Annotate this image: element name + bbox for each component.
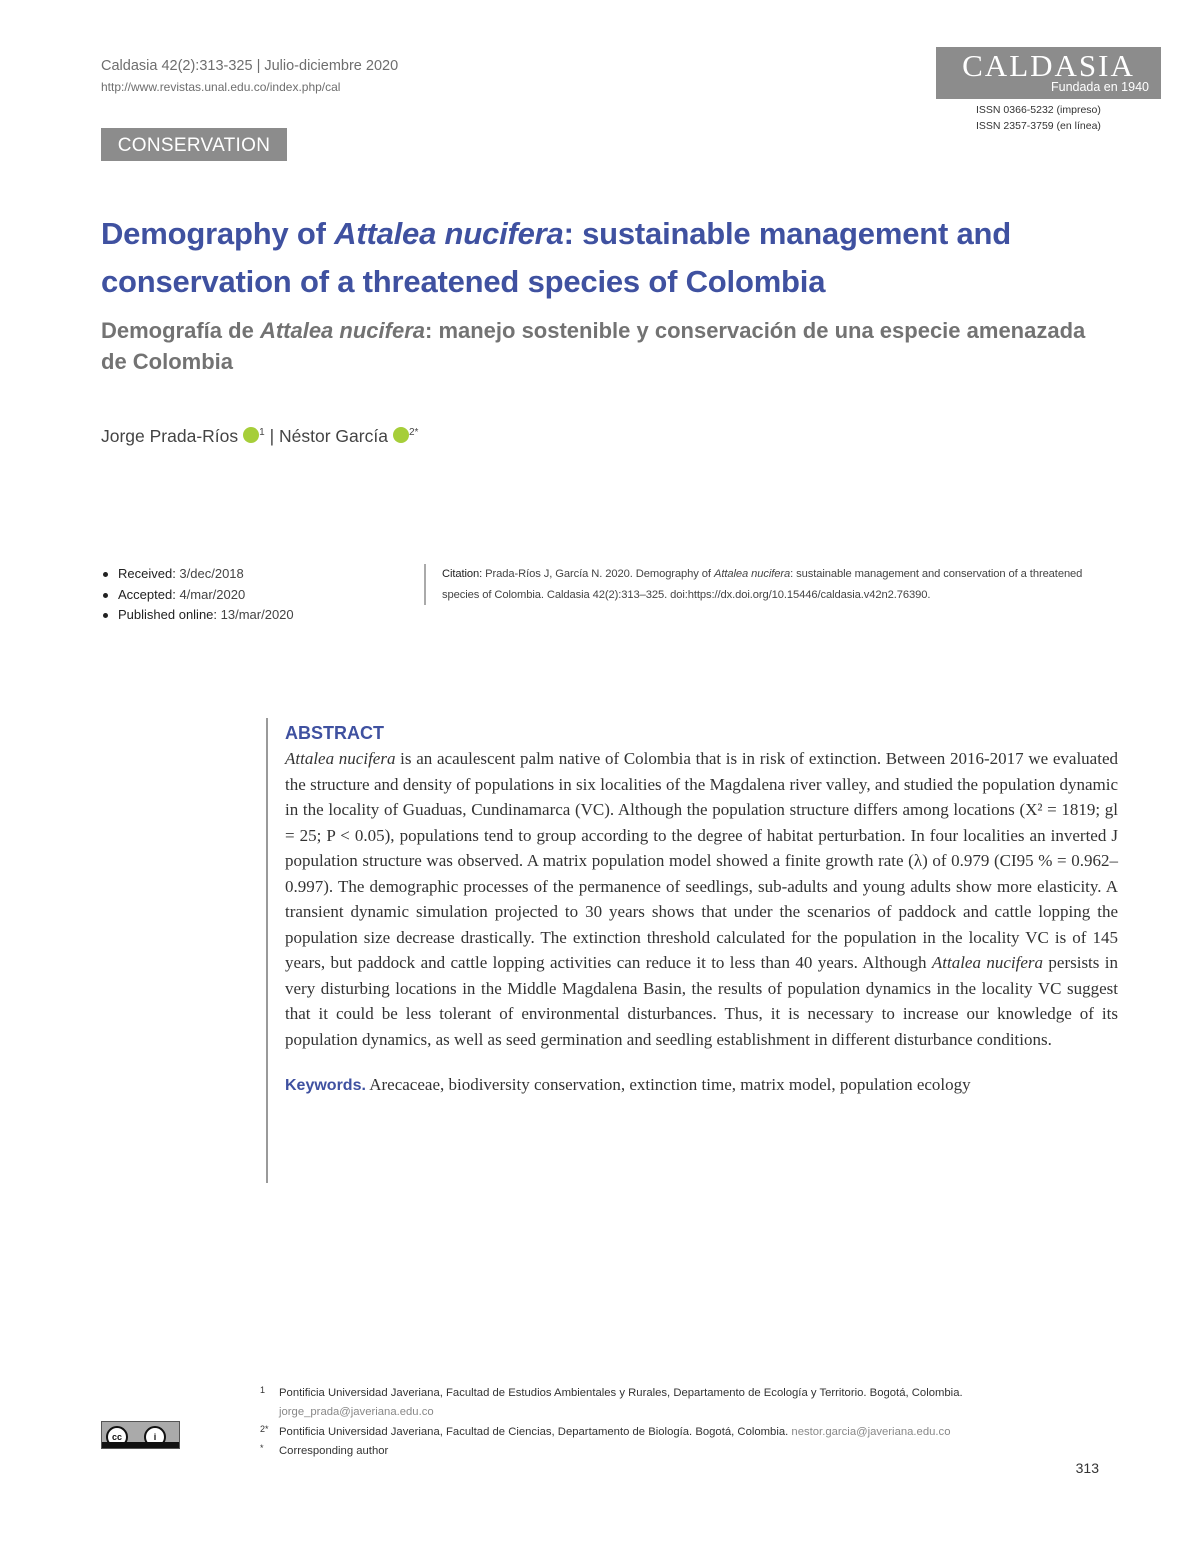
footnotes: [260, 1384, 1100, 1460]
abstract-text-part: is an acaulescent palm native of Colombia that is in risk of extinction. Between 2016-2017 we evaluated the structure and density of populations in six localities of the Magdalena river valley, and studied the population dynamic in the locality of Guaduas, Cundinamarca (VC). Although the population structure differs among locations (X² = 1819; gl = 25; P < 0.05), populations tend to group according to the degree of habitat perturbation. In four localities an inverted J population structure was observed. A matrix population model showed a finite growth rate (λ) of 0.979 (CI95 % = 0.962–0.997). The demographic processes of the permanence of seedlings, sub-adults and young adults show more elasticity. A transient dynamic simulation projected to 30 years shows that under the scenarios of paddock and cattle lopping the population size decrease drastically. The extinction threshold calculated for the population in the locality VC is of 145 years, but paddock and cattle lopping activities can reduce it to less than 40 years. Although: [285, 749, 1118, 972]
date-value: 13/mar/2020: [217, 607, 294, 622]
footnote-text: Pontificia Universidad Javeriana, Facultad de Ciencias, Departamento de Biología. Bogotá, Colombia.: [279, 1426, 792, 1438]
section-tag: CONSERVATION: [101, 128, 287, 161]
issn-print: ISSN 0366-5232 (impreso): [976, 104, 1101, 116]
title-es-prefix: Demografía de: [101, 318, 260, 343]
abstract-text: [285, 746, 1118, 1052]
date-received: [101, 564, 294, 585]
citation-species: Attalea nucifera: [713, 568, 791, 580]
footnote-email[interactable]: jorge_prada@javeriana.edu.co: [279, 1405, 434, 1418]
citation-text-rest: : sustainable management and conservation of a threatened species of Colombia. Caldasia 42(2):313–325. doi:https://dx.doi.org/10.15446/caldasia.v42n2.76390.: [442, 568, 1083, 601]
date-value: 4/mar/2020: [175, 586, 246, 602]
orcid-icon[interactable]: [393, 427, 409, 443]
date-published: [101, 605, 294, 626]
author-list: [101, 426, 418, 447]
footnote-text: Corresponding author: [279, 1444, 389, 1457]
article-title: [101, 210, 1101, 306]
publication-dates: [101, 564, 294, 626]
citation-text: Prada-Ríos J, García N. 2020. Demography of: [482, 568, 714, 580]
keywords-list: Arecaceae, biodiversity conservation, extinction time, matrix model, population ecology: [365, 1075, 971, 1094]
footnote-mark: 1: [260, 1385, 266, 1395]
author-affiliation: 2*: [408, 427, 419, 439]
citation-block: [424, 564, 1122, 605]
cc-icon: cc: [106, 1426, 128, 1448]
author-separator: |: [264, 426, 279, 446]
abstract-section: [266, 718, 1118, 1183]
date-accepted: [101, 585, 294, 606]
footnote-text: Pontificia Universidad Javeriana, Facultad de Estudios Ambientales y Rurales, Departamento de Ecología y Territorio. Bogotá, Colombia.: [279, 1387, 963, 1399]
abstract-species: Attalea nucifera: [931, 953, 1044, 972]
page-number: 313: [1075, 1460, 1099, 1476]
footnote-email[interactable]: nestor.garcia@javeriana.edu.co: [791, 1426, 951, 1438]
date-value: 3/dec/2018: [175, 566, 244, 581]
issn-online: ISSN 2357-3759 (en línea): [976, 120, 1101, 132]
keywords: [285, 1072, 1118, 1098]
journal-logo: [936, 47, 1161, 99]
date-label: Received:: [118, 566, 176, 581]
title-species: Attalea nucifera: [334, 216, 564, 251]
abstract-text-part: persists in very disturbing locations in the Middle Magdalena Basin, the results of population dynamics in the locality VC suggest that it could be less tolerant of environmental disturbances. Thus, it is necessary to increase our knowledge of its population dynamics, as well as seed germination and seedling establishment in different disturbance conditions.: [285, 953, 1118, 1049]
author-name: Néstor García: [279, 426, 388, 446]
citation-label: Citation:: [442, 568, 483, 580]
attribution-icon: i: [144, 1426, 166, 1448]
abstract-heading: ABSTRACT: [285, 723, 384, 743]
title-es-suffix: : manejo sostenible y conservación de una especie amenazada de Colombia: [101, 318, 1086, 374]
title-suffix: : sustainable management and conservation of a threatened species of Colombia: [101, 216, 1012, 299]
logo-name: CALDASIA: [962, 48, 1135, 83]
title-prefix: Demography of: [101, 216, 335, 251]
footnote-mark: *: [260, 1442, 264, 1453]
article-title-spanish: [101, 315, 1101, 377]
orcid-icon[interactable]: [243, 427, 259, 443]
abstract-species: Attalea nucifera: [285, 749, 396, 768]
author-affiliation: 1: [259, 427, 265, 439]
date-label: Accepted:: [118, 586, 176, 602]
logo-founded: Fundada en 1940: [1050, 80, 1149, 94]
title-es-species: Attalea nucifera: [259, 318, 425, 343]
date-label: Published online:: [118, 607, 218, 622]
footnote: [260, 1423, 1100, 1442]
journal-citation: Caldasia 42(2):313-325 | Julio-diciembre 2020: [101, 58, 399, 74]
journal-url[interactable]: http://www.revistas.unal.edu.co/index.php/cal: [101, 80, 341, 94]
cc-license-badge[interactable]: [101, 1421, 180, 1449]
footnote: [260, 1384, 1100, 1421]
footnote: [260, 1442, 1100, 1461]
footnote-mark: 2*: [260, 1424, 269, 1434]
author-name: Jorge Prada-Ríos: [101, 426, 239, 446]
keywords-label: Keywords.: [285, 1077, 366, 1094]
cc-bar: [102, 1442, 179, 1448]
